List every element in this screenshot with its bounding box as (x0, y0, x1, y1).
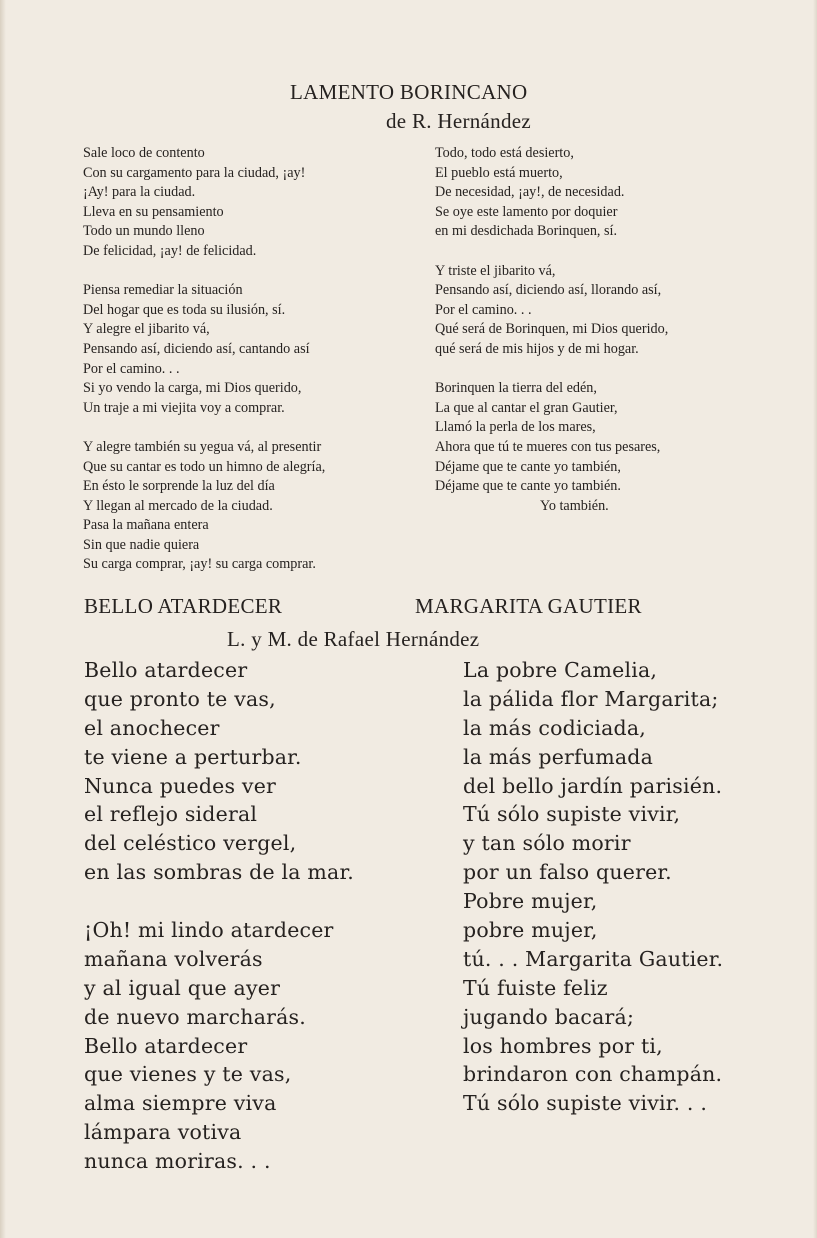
lyric-line: Y llegan al mercado de la ciudad. (83, 497, 273, 514)
lyric-line: Ahora que tú te mueres con tus pesares, (435, 438, 661, 455)
page-edge (813, 0, 817, 1238)
lyric-line: la más perfumada (463, 744, 654, 769)
lyric-line: El pueblo está muerto, (435, 164, 563, 181)
lyric-line: Sin que nadie quiera (83, 536, 200, 553)
lyric-line: tú. . . Margarita Gautier. (463, 946, 724, 971)
lyrics-left-column (83, 144, 325, 575)
lyric-line: te viene a perturbar. (84, 744, 302, 769)
lyric-line: Lleva en su pensamiento (83, 203, 224, 220)
lyric-line: Todo un mundo lleno (83, 223, 205, 240)
lyric-line: del celéstico vergel, (84, 831, 297, 856)
lyric-line: el anochecer (84, 715, 220, 740)
lyric-line: y tan sólo morir (463, 831, 631, 856)
lyrics-left-column (84, 656, 354, 1176)
lyric-line: nunca moriras. . . (84, 1149, 271, 1174)
lyric-line: Por el camino. . . (435, 301, 532, 318)
song-title: BELLO ATARDECER (84, 594, 283, 618)
lyric-line: Piensa remediar la situación (83, 282, 243, 299)
lyric-line: Nunca puedes ver (84, 773, 277, 798)
lyric-line: Pasa la mañana entera (83, 517, 209, 534)
lyric-line: La pobre Camelia, (463, 658, 658, 682)
lyric-line: que pronto te vas, (84, 686, 276, 711)
lyric-line: Su carga comprar, ¡ay! su carga comprar. (83, 556, 316, 573)
lyric-line: Tú sólo supiste vivir. . . (463, 1091, 708, 1116)
lyric-line: pobre mujer, (463, 918, 598, 943)
lyric-line: lámpara votiva (84, 1120, 242, 1145)
lyric-line: de nuevo marcharás. (84, 1004, 306, 1029)
lyric-line: Y alegre el jibarito vá, (83, 321, 210, 338)
song-author: de R. Hernández (386, 109, 532, 133)
lyric-line: Qué será de Borinquen, mi Dios querido, (435, 321, 669, 338)
lyric-line: Si yo vendo la carga, mi Dios querido, (83, 380, 302, 397)
lyric-line: Bello atardecer (84, 658, 248, 682)
lyric-line: brindaron con champán. (463, 1062, 723, 1087)
lyric-line: Llamó la perla de los mares, (435, 419, 596, 436)
lyric-line: Un traje a mi viejita voy a comprar. (83, 399, 285, 416)
song-title: MARGARITA GAUTIER (415, 594, 642, 618)
lyric-line: Bello atardecer (84, 1033, 248, 1058)
lyric-line: Pensando así, diciendo así, llorando así, (435, 282, 662, 299)
lyric-line: Por el camino. . . (83, 360, 180, 377)
lyric-line: del bello jardín parisién. (463, 773, 723, 798)
lyric-line: mañana volverás (84, 946, 263, 971)
lyric-line: Todo, todo está desierto, (435, 145, 574, 161)
lyric-line: en mi desdichada Borinquen, sí. (435, 223, 618, 240)
lyric-line: por un falso querer. (463, 860, 672, 885)
lyric-line: Del hogar que es toda su ilusión, sí. (83, 301, 286, 318)
lyric-line: alma siempre viva (84, 1091, 277, 1116)
lyric-line: ¡Oh! mi lindo atardecer (84, 918, 334, 943)
lyrics-right-column (435, 144, 668, 516)
lyric-line: Tú fuiste feliz (463, 975, 608, 1000)
lyric-line: Pensando así, diciendo así, cantando así (83, 340, 310, 357)
song-title: LAMENTO BORINCANO (290, 80, 528, 104)
lyric-line: ¡Ay! para la ciudad. (83, 184, 196, 201)
lyric-line: Sale loco de contento (83, 145, 205, 161)
lyric-line: De necesidad, ¡ay!, de necesidad. (435, 184, 625, 201)
lyrics-right-column (463, 656, 723, 1118)
lyric-line: jugando bacará; (463, 1004, 635, 1029)
lyric-line: Borinquen la tierra del edén, (435, 380, 597, 397)
lyric-line: Que su cantar es todo un himno de alegría, (83, 458, 326, 475)
lyric-line: Tú sólo supiste vivir, (463, 802, 681, 827)
lyric-line: Pobre mujer, (463, 889, 598, 914)
lyric-line: Con su cargamento para la ciudad, ¡ay! (83, 164, 306, 181)
lyric-line: Y alegre también su yegua vá, al presentir (83, 438, 322, 455)
lyric-line: Y triste el jibarito vá, (435, 262, 556, 279)
lyric-line: De felicidad, ¡ay! de felicidad. (83, 242, 257, 259)
lyric-line: En ésto le sorprende la luz del día (83, 478, 275, 495)
page-edge (0, 0, 6, 1238)
lyric-line: que vienes y te vas, (84, 1062, 292, 1087)
lyric-line: la pálida flor Margarita; (463, 686, 719, 711)
lyric-line: los hombres por ti, (463, 1033, 663, 1058)
lyric-line: Déjame que te cante yo también, (435, 458, 621, 475)
lyric-line: en las sombras de la mar. (84, 860, 354, 885)
lyric-line: y al igual que ayer (84, 975, 281, 1000)
lyric-line: Se oye este lamento por doquier (435, 203, 618, 220)
lyric-line: la más codiciada, (463, 715, 647, 740)
lyric-line: qué será de mis hijos y de mi hogar. (435, 340, 639, 357)
song-credit: L. y M. de Rafael Hernández (227, 627, 480, 651)
lyric-line: el reflejo sideral (84, 802, 258, 827)
lyric-line: Déjame que te cante yo también. (435, 478, 621, 495)
lyric-line: La que al cantar el gran Gautier, (435, 399, 618, 416)
lyric-closing-line: Yo también. (540, 497, 609, 514)
